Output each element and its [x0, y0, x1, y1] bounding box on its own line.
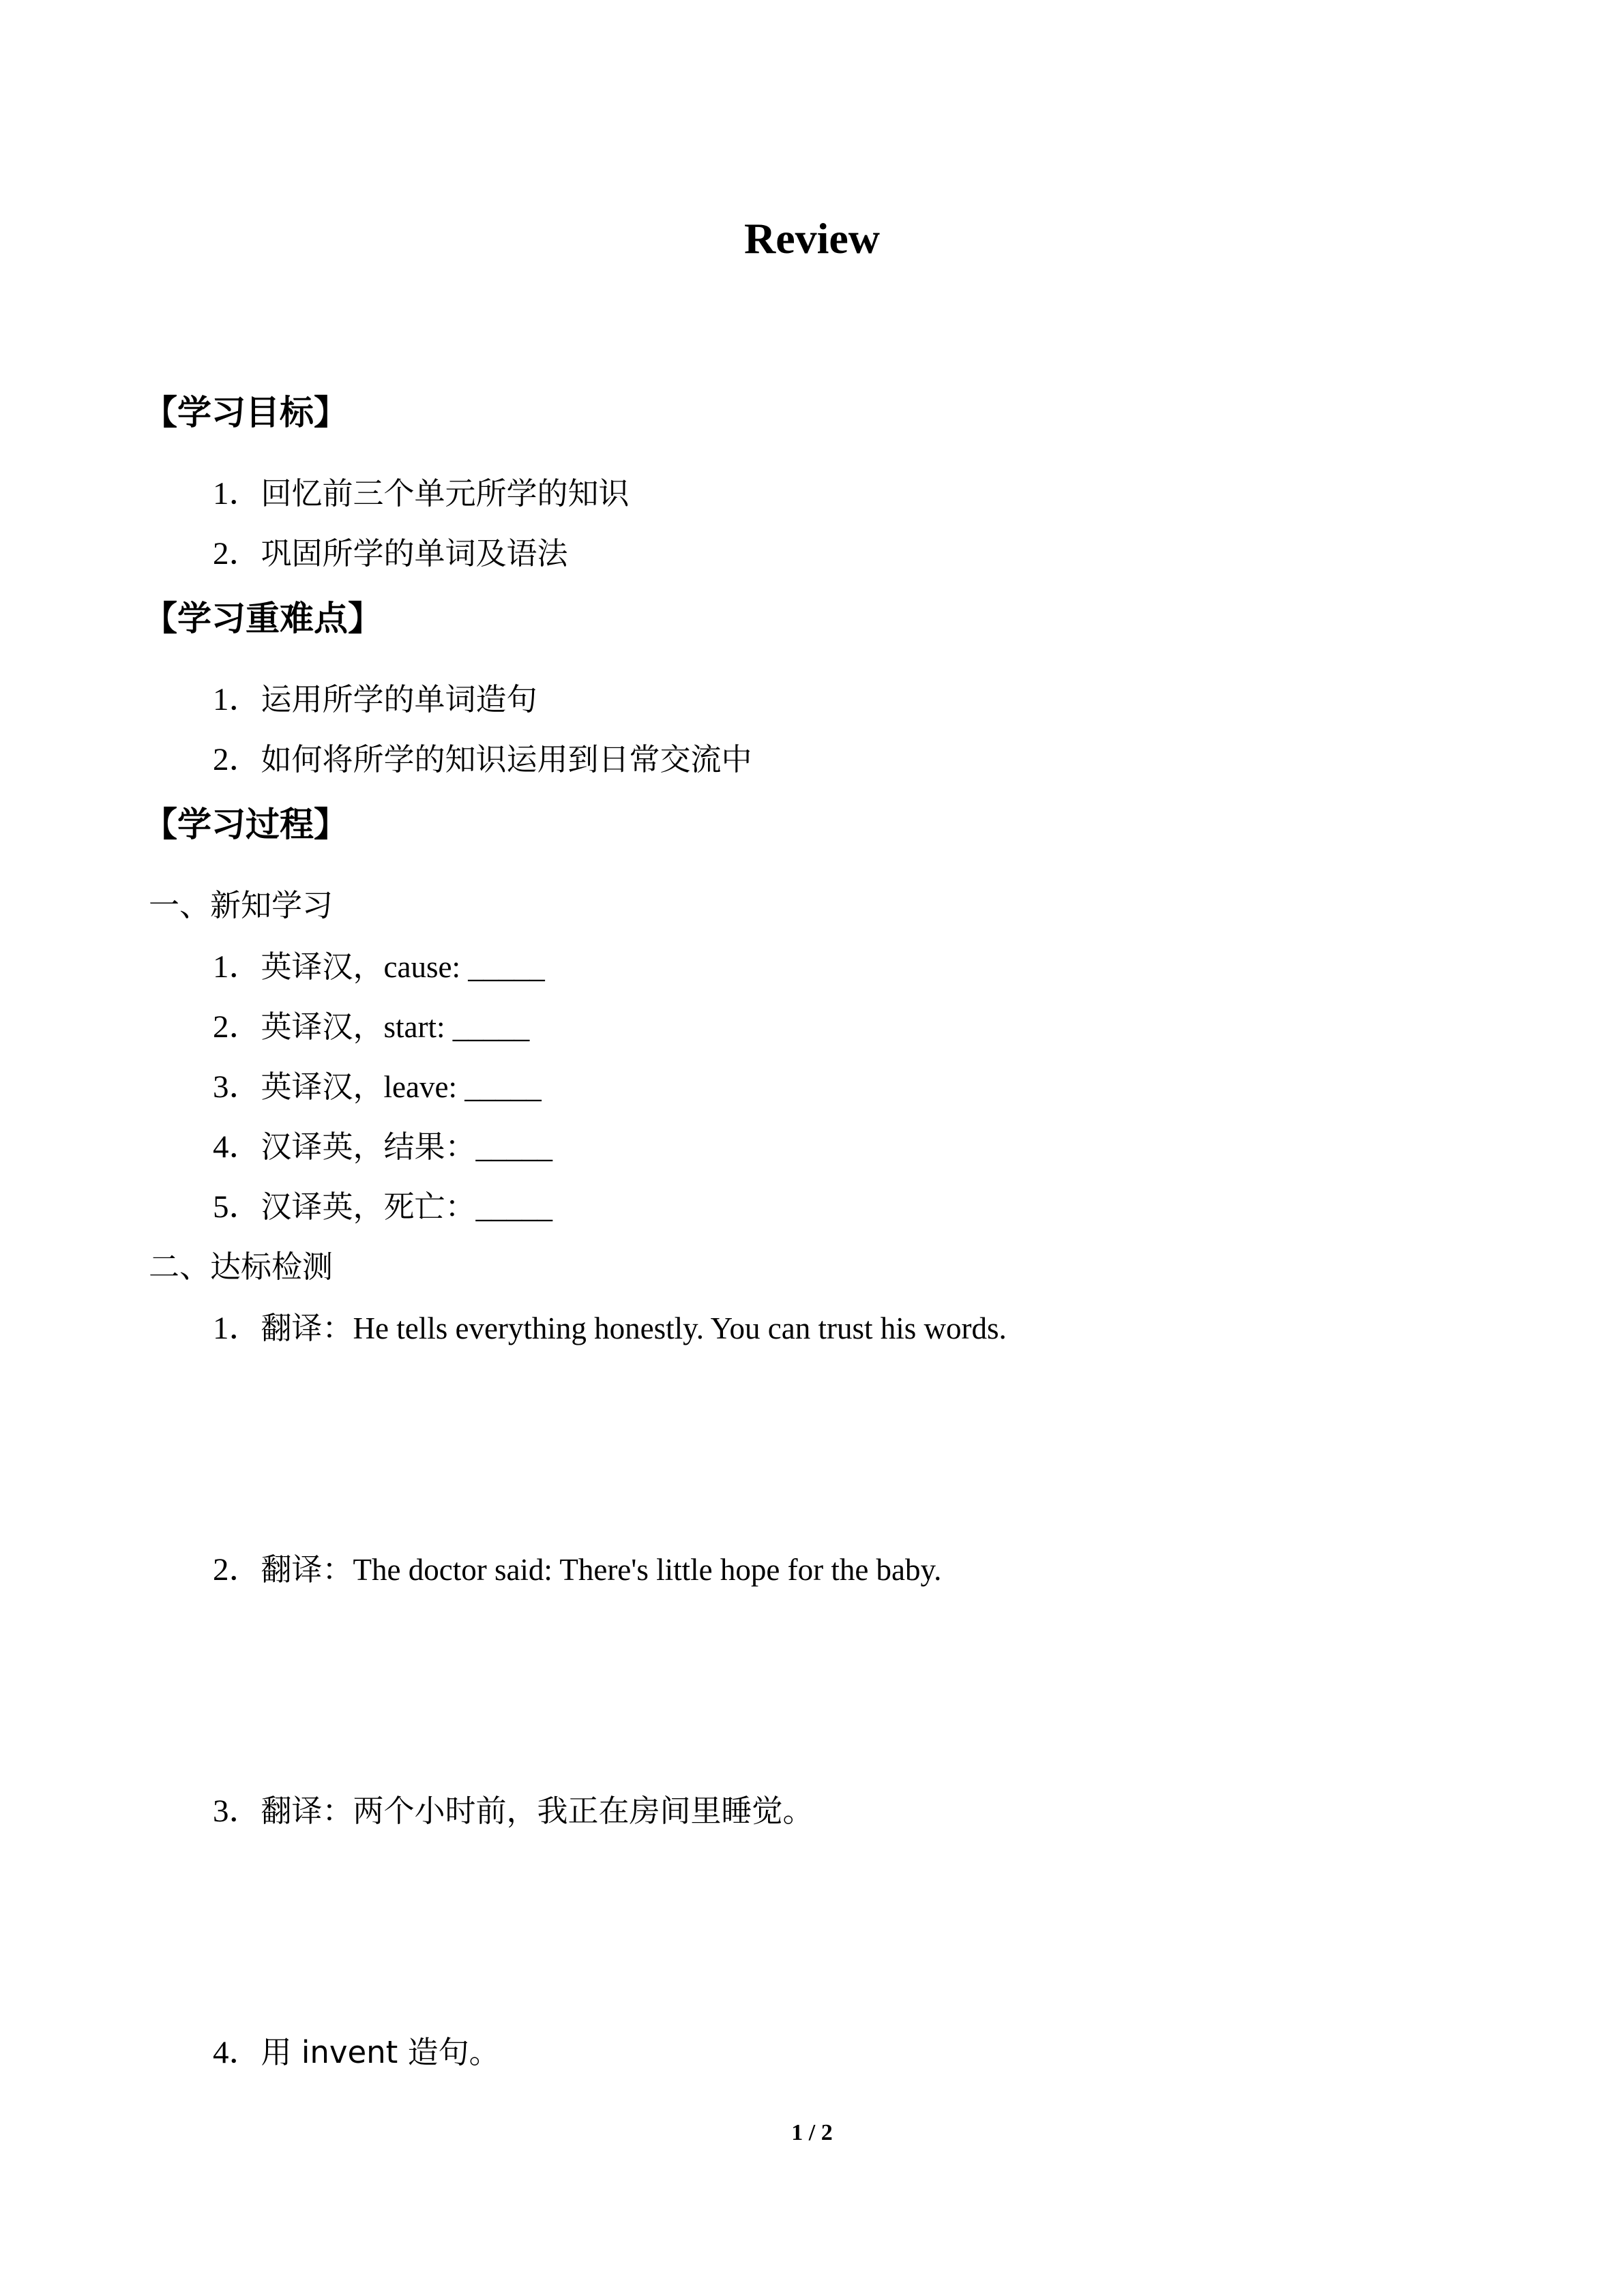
objective-item-1	[213, 473, 630, 514]
key-point-item-2-text: 如何将所学的知识运用到日常交流中	[261, 741, 752, 777]
key-point-item-2	[213, 739, 752, 780]
exercise-item-1-prefix: 翻译：	[261, 1310, 353, 1346]
exercise-item-3	[213, 1791, 814, 1832]
section-new-knowledge-label: 一、新知学习	[149, 887, 334, 923]
process-heading: 【学习过程】	[143, 805, 348, 844]
section-assessment-label: 二、达标检测	[149, 1249, 334, 1285]
vocab-item-4-blank[interactable]: _____	[475, 1130, 553, 1164]
objective-item-2-text: 巩固所学的单词及语法	[261, 535, 568, 571]
key-point-item-2-number: 2．	[213, 742, 261, 777]
exercise-item-4	[213, 2032, 500, 2073]
vocab-item-5-prefix: 汉译英，	[261, 1189, 384, 1225]
objective-item-1-number: 1．	[213, 476, 261, 511]
vocab-item-2-word: start:	[383, 1010, 445, 1044]
vocab-item-5-word: 死亡：	[383, 1189, 476, 1225]
exercise-item-4-prefix: 用	[261, 2034, 301, 2070]
exercise-item-4-number: 4．	[213, 2035, 261, 2070]
vocab-item-3-number: 3．	[213, 1069, 261, 1105]
page-title: Review	[743, 214, 881, 263]
vocab-item-3-blank[interactable]: _____	[464, 1070, 542, 1104]
key-point-item-1-number: 1．	[213, 682, 261, 717]
vocab-item-5	[213, 1187, 552, 1227]
objective-item-1-text: 回忆前三个单元所学的知识	[261, 475, 630, 511]
vocab-item-1-prefix: 英译汉，	[261, 949, 384, 985]
vocab-item-2-number: 2．	[213, 1009, 261, 1045]
exercise-item-2-number: 2．	[213, 1552, 261, 1587]
exercise-item-1-number: 1．	[213, 1311, 261, 1346]
vocab-item-4-prefix: 汉译英，	[261, 1129, 384, 1165]
exercise-item-3-number: 3．	[213, 1793, 261, 1829]
key-points-heading: 【学习重难点】	[143, 599, 382, 638]
exercise-item-2	[213, 1549, 941, 1590]
vocab-item-3-prefix: 英译汉，	[261, 1069, 384, 1105]
exercise-item-1-text: He tells everything honestly. You can trust his words.	[353, 1311, 1007, 1345]
exercise-item-1	[213, 1308, 1007, 1349]
key-point-item-1-text: 运用所学的单词造句	[261, 681, 537, 717]
page-number: 1 / 2	[791, 2120, 833, 2145]
vocab-item-1-word: cause:	[383, 950, 460, 984]
vocab-item-4	[213, 1127, 552, 1167]
key-point-item-1	[213, 679, 537, 720]
vocab-item-1	[213, 946, 545, 987]
vocab-item-2	[213, 1007, 529, 1047]
exercise-item-4-suffix: 造句。	[398, 2034, 500, 2070]
exercise-item-3-text: 两个小时前，我正在房间里睡觉。	[353, 1793, 814, 1829]
vocab-item-1-blank[interactable]: _____	[468, 950, 545, 984]
exercise-item-2-text: The doctor said: There's little hope for the baby.	[353, 1553, 942, 1587]
exercise-item-2-prefix: 翻译：	[261, 1551, 353, 1587]
vocab-item-3	[213, 1067, 542, 1107]
vocab-item-2-blank[interactable]: _____	[452, 1010, 530, 1044]
objective-item-2-number: 2．	[213, 536, 261, 571]
objectives-heading: 【学习目标】	[143, 393, 348, 432]
vocab-item-5-number: 5．	[213, 1189, 261, 1225]
objective-item-2	[213, 533, 568, 574]
vocab-item-3-word: leave:	[383, 1070, 457, 1104]
vocab-item-1-number: 1．	[213, 949, 261, 985]
exercise-item-3-prefix: 翻译：	[261, 1793, 353, 1829]
vocab-item-2-prefix: 英译汉，	[261, 1009, 384, 1045]
exercise-item-4-keyword: invent	[301, 2034, 398, 2070]
vocab-item-5-blank[interactable]: _____	[475, 1190, 553, 1224]
vocab-item-4-word: 结果：	[383, 1129, 476, 1165]
vocab-item-4-number: 4．	[213, 1129, 261, 1165]
